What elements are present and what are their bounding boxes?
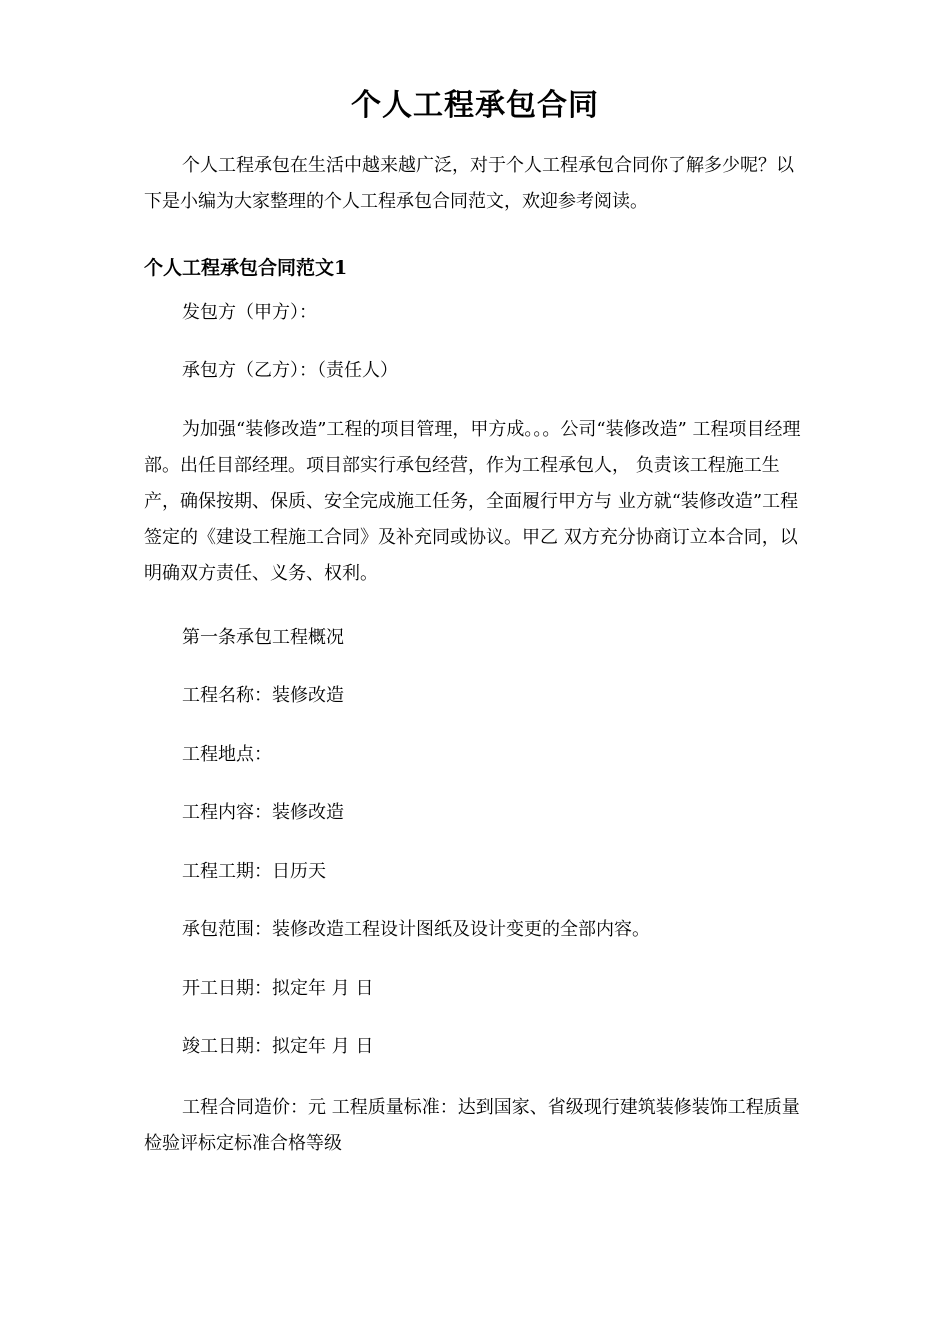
project-duration-line: 工程工期：日历天 bbox=[182, 861, 326, 882]
start-date-line: 开工日期：拟定年 月 日 bbox=[182, 978, 374, 999]
scope-line: 承包范围：装修改造工程设计图纸及设计变更的全部内容。 bbox=[182, 919, 650, 940]
price-quality-paragraph: 工程合同造价：元 工程质量标准：达到国家、省级现行建筑装修装饰工程质量检验评标定标准合格等级 bbox=[144, 1097, 800, 1154]
party-a-line: 发包方（甲方）： bbox=[182, 302, 317, 323]
project-content-line: 工程内容：装修改造 bbox=[182, 802, 344, 823]
project-name-line: 工程名称：装修改造 bbox=[182, 685, 344, 706]
completion-date-line: 竣工日期：拟定年 月 日 bbox=[182, 1036, 374, 1057]
party-b-line: 承包方（乙方）：（责任人） bbox=[182, 360, 398, 381]
preamble-paragraph: 为加强“装修改造”工程的项目管理，甲方成。。。公司“装修改造” 工程项目经理部。出任目部经理。项目部实行承包经营，作为工程承包人， 负责该工程施工生产，确保按期、保质、安全完成施工任务，全面履行甲方与 业方就“装修改造”工程签定的《建设工程施工合同》及补充同或协议。甲乙 双方充分协商订立本合同，以明确双方责任、义务、权利。 bbox=[144, 419, 801, 584]
section-heading: 个人工程承包合同范文1 bbox=[144, 257, 348, 279]
project-location-line: 工程地点： bbox=[182, 744, 272, 765]
document-title: 个人工程承包合同 bbox=[351, 88, 599, 123]
intro-paragraph: 个人工程承包在生活中越来越广泛，对于个人工程承包合同你了解多少呢？以下是小编为大家整理的个人工程承包合同范文，欢迎参考阅读。 bbox=[144, 155, 794, 212]
article-1-heading: 第一条承包工程概况 bbox=[182, 627, 344, 648]
